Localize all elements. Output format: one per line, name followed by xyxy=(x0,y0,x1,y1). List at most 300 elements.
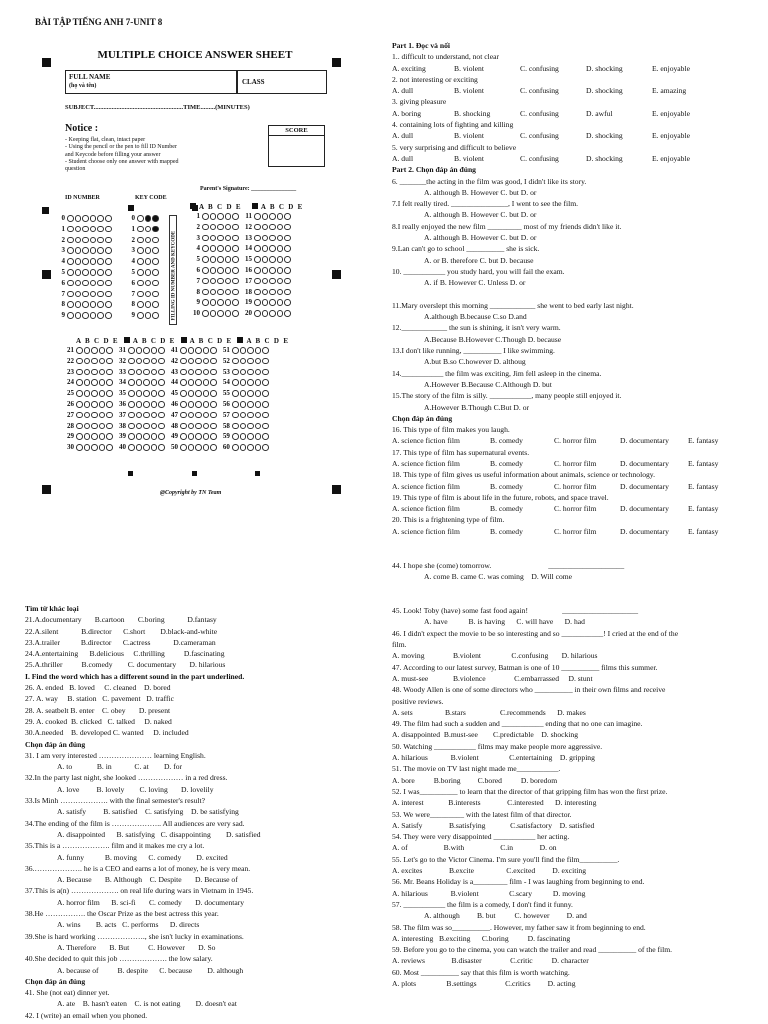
answer-bubble[interactable] xyxy=(232,379,239,386)
answer-bubble[interactable] xyxy=(195,379,202,386)
answer-bubble[interactable] xyxy=(247,401,254,408)
answer-bubble[interactable] xyxy=(180,390,187,397)
answer-bubble[interactable] xyxy=(137,215,144,222)
answer-bubble[interactable] xyxy=(203,433,210,440)
answer-bubble[interactable] xyxy=(277,310,284,317)
answer-bubble[interactable] xyxy=(262,278,269,285)
answer-bubble[interactable] xyxy=(151,358,158,365)
answer-bubble[interactable] xyxy=(225,289,232,296)
answer-bubble[interactable] xyxy=(262,224,269,231)
answer-bubble[interactable] xyxy=(91,401,98,408)
answer-bubble[interactable] xyxy=(210,267,217,274)
answer-bubble[interactable] xyxy=(262,369,269,376)
answer-bubble[interactable] xyxy=(269,213,276,220)
answer-bubble[interactable] xyxy=(143,369,150,376)
answer-bubble[interactable] xyxy=(255,369,262,376)
answer-bubble[interactable] xyxy=(82,226,89,233)
answer-bubble[interactable] xyxy=(269,224,276,231)
answer-bubble[interactable] xyxy=(202,213,209,220)
answer-bubble[interactable] xyxy=(97,291,104,298)
answer-bubble[interactable] xyxy=(67,301,74,308)
answer-bubble[interactable] xyxy=(203,444,210,451)
answer-bubble[interactable] xyxy=(188,433,195,440)
answer-bubble[interactable] xyxy=(202,289,209,296)
answer-bubble[interactable] xyxy=(210,299,217,306)
answer-bubble[interactable] xyxy=(202,299,209,306)
answer-bubble[interactable] xyxy=(152,215,159,222)
answer-bubble[interactable] xyxy=(262,401,269,408)
answer-bubble[interactable] xyxy=(152,226,159,233)
answer-bubble[interactable] xyxy=(217,245,224,252)
answer-bubble[interactable] xyxy=(145,291,152,298)
answer-bubble[interactable] xyxy=(210,213,217,220)
answer-bubble[interactable] xyxy=(210,245,217,252)
answer-bubble[interactable] xyxy=(188,412,195,419)
answer-bubble[interactable] xyxy=(76,390,83,397)
answer-bubble[interactable] xyxy=(225,245,232,252)
answer-bubble[interactable] xyxy=(254,278,261,285)
answer-bubble[interactable] xyxy=(151,379,158,386)
answer-bubble[interactable] xyxy=(152,280,159,287)
answer-bubble[interactable] xyxy=(137,258,144,265)
answer-bubble[interactable] xyxy=(232,310,239,317)
answer-bubble[interactable] xyxy=(262,379,269,386)
answer-bubble[interactable] xyxy=(254,267,261,274)
answer-bubble[interactable] xyxy=(210,235,217,242)
answer-bubble[interactable] xyxy=(225,256,232,263)
answer-bubble[interactable] xyxy=(84,412,91,419)
answer-bubble[interactable] xyxy=(128,390,135,397)
answer-bubble[interactable] xyxy=(91,358,98,365)
answer-bubble[interactable] xyxy=(254,289,261,296)
answer-bubble[interactable] xyxy=(217,235,224,242)
answer-bubble[interactable] xyxy=(67,269,74,276)
answer-bubble[interactable] xyxy=(151,369,158,376)
answer-bubble[interactable] xyxy=(180,369,187,376)
answer-bubble[interactable] xyxy=(137,301,144,308)
answer-bubble[interactable] xyxy=(247,433,254,440)
answer-bubble[interactable] xyxy=(145,237,152,244)
answer-bubble[interactable] xyxy=(232,267,239,274)
answer-bubble[interactable] xyxy=(106,369,113,376)
answer-bubble[interactable] xyxy=(225,235,232,242)
answer-bubble[interactable] xyxy=(151,423,158,430)
answer-bubble[interactable] xyxy=(82,247,89,254)
answer-bubble[interactable] xyxy=(67,312,74,319)
answer-bubble[interactable] xyxy=(195,423,202,430)
answer-bubble[interactable] xyxy=(232,213,239,220)
answer-bubble[interactable] xyxy=(217,278,224,285)
answer-bubble[interactable] xyxy=(217,267,224,274)
answer-bubble[interactable] xyxy=(232,401,239,408)
answer-bubble[interactable] xyxy=(143,401,150,408)
answer-bubble[interactable] xyxy=(254,299,261,306)
answer-bubble[interactable] xyxy=(210,379,217,386)
answer-bubble[interactable] xyxy=(232,369,239,376)
answer-bubble[interactable] xyxy=(284,245,291,252)
answer-bubble[interactable] xyxy=(84,390,91,397)
answer-bubble[interactable] xyxy=(255,423,262,430)
answer-bubble[interactable] xyxy=(255,390,262,397)
answer-bubble[interactable] xyxy=(106,347,113,354)
answer-bubble[interactable] xyxy=(84,444,91,451)
answer-bubble[interactable] xyxy=(137,237,144,244)
answer-bubble[interactable] xyxy=(137,312,144,319)
answer-bubble[interactable] xyxy=(269,289,276,296)
answer-bubble[interactable] xyxy=(247,358,254,365)
answer-bubble[interactable] xyxy=(232,245,239,252)
answer-bubble[interactable] xyxy=(254,213,261,220)
answer-bubble[interactable] xyxy=(106,433,113,440)
answer-bubble[interactable] xyxy=(105,301,112,308)
answer-bubble[interactable] xyxy=(136,347,143,354)
answer-bubble[interactable] xyxy=(247,379,254,386)
answer-bubble[interactable] xyxy=(158,369,165,376)
answer-bubble[interactable] xyxy=(91,379,98,386)
answer-bubble[interactable] xyxy=(84,423,91,430)
answer-bubble[interactable] xyxy=(90,312,97,319)
answer-bubble[interactable] xyxy=(158,412,165,419)
answer-bubble[interactable] xyxy=(91,423,98,430)
answer-bubble[interactable] xyxy=(136,433,143,440)
answer-bubble[interactable] xyxy=(232,347,239,354)
answer-bubble[interactable] xyxy=(210,347,217,354)
answer-bubble[interactable] xyxy=(90,301,97,308)
answer-bubble[interactable] xyxy=(137,247,144,254)
answer-bubble[interactable] xyxy=(262,267,269,274)
answer-bubble[interactable] xyxy=(210,289,217,296)
answer-bubble[interactable] xyxy=(75,226,82,233)
answer-bubble[interactable] xyxy=(143,412,150,419)
answer-bubble[interactable] xyxy=(225,213,232,220)
answer-bubble[interactable] xyxy=(145,280,152,287)
answer-bubble[interactable] xyxy=(151,347,158,354)
answer-bubble[interactable] xyxy=(225,310,232,317)
answer-bubble[interactable] xyxy=(143,433,150,440)
answer-bubble[interactable] xyxy=(97,237,104,244)
answer-bubble[interactable] xyxy=(158,401,165,408)
answer-bubble[interactable] xyxy=(145,247,152,254)
answer-bubble[interactable] xyxy=(203,347,210,354)
answer-bubble[interactable] xyxy=(97,312,104,319)
answer-bubble[interactable] xyxy=(151,433,158,440)
answer-bubble[interactable] xyxy=(97,280,104,287)
answer-bubble[interactable] xyxy=(269,245,276,252)
answer-bubble[interactable] xyxy=(225,278,232,285)
answer-bubble[interactable] xyxy=(97,269,104,276)
answer-bubble[interactable] xyxy=(180,444,187,451)
answer-bubble[interactable] xyxy=(90,237,97,244)
answer-bubble[interactable] xyxy=(210,256,217,263)
answer-bubble[interactable] xyxy=(75,247,82,254)
answer-bubble[interactable] xyxy=(158,433,165,440)
answer-bubble[interactable] xyxy=(254,235,261,242)
answer-bubble[interactable] xyxy=(151,444,158,451)
answer-bubble[interactable] xyxy=(67,215,74,222)
answer-bubble[interactable] xyxy=(232,235,239,242)
answer-bubble[interactable] xyxy=(262,358,269,365)
answer-bubble[interactable] xyxy=(91,433,98,440)
answer-bubble[interactable] xyxy=(269,278,276,285)
answer-bubble[interactable] xyxy=(82,237,89,244)
answer-bubble[interactable] xyxy=(152,269,159,276)
answer-bubble[interactable] xyxy=(136,423,143,430)
answer-bubble[interactable] xyxy=(284,213,291,220)
answer-bubble[interactable] xyxy=(75,237,82,244)
answer-bubble[interactable] xyxy=(202,235,209,242)
answer-bubble[interactable] xyxy=(262,423,269,430)
answer-bubble[interactable] xyxy=(75,312,82,319)
answer-bubble[interactable] xyxy=(76,433,83,440)
answer-bubble[interactable] xyxy=(240,423,247,430)
answer-bubble[interactable] xyxy=(145,215,152,222)
answer-bubble[interactable] xyxy=(232,358,239,365)
answer-bubble[interactable] xyxy=(128,444,135,451)
answer-bubble[interactable] xyxy=(255,401,262,408)
answer-bubble[interactable] xyxy=(232,278,239,285)
answer-bubble[interactable] xyxy=(97,247,104,254)
answer-bubble[interactable] xyxy=(180,401,187,408)
answer-bubble[interactable] xyxy=(137,226,144,233)
answer-bubble[interactable] xyxy=(90,291,97,298)
answer-bubble[interactable] xyxy=(232,289,239,296)
answer-bubble[interactable] xyxy=(145,258,152,265)
answer-bubble[interactable] xyxy=(128,423,135,430)
answer-bubble[interactable] xyxy=(202,310,209,317)
answer-bubble[interactable] xyxy=(76,444,83,451)
answer-bubble[interactable] xyxy=(262,433,269,440)
answer-bubble[interactable] xyxy=(277,235,284,242)
answer-bubble[interactable] xyxy=(136,390,143,397)
answer-bubble[interactable] xyxy=(90,226,97,233)
answer-bubble[interactable] xyxy=(84,433,91,440)
answer-bubble[interactable] xyxy=(128,401,135,408)
answer-bubble[interactable] xyxy=(145,269,152,276)
answer-bubble[interactable] xyxy=(225,224,232,231)
answer-bubble[interactable] xyxy=(203,390,210,397)
answer-bubble[interactable] xyxy=(106,444,113,451)
answer-bubble[interactable] xyxy=(136,444,143,451)
answer-bubble[interactable] xyxy=(143,347,150,354)
answer-bubble[interactable] xyxy=(277,299,284,306)
answer-bubble[interactable] xyxy=(99,401,106,408)
answer-bubble[interactable] xyxy=(210,358,217,365)
answer-bubble[interactable] xyxy=(137,291,144,298)
answer-bubble[interactable] xyxy=(151,401,158,408)
answer-bubble[interactable] xyxy=(90,258,97,265)
answer-bubble[interactable] xyxy=(143,390,150,397)
answer-bubble[interactable] xyxy=(247,347,254,354)
answer-bubble[interactable] xyxy=(277,224,284,231)
answer-bubble[interactable] xyxy=(106,390,113,397)
answer-bubble[interactable] xyxy=(90,247,97,254)
answer-bubble[interactable] xyxy=(76,369,83,376)
answer-bubble[interactable] xyxy=(232,390,239,397)
answer-bubble[interactable] xyxy=(84,358,91,365)
answer-bubble[interactable] xyxy=(232,224,239,231)
answer-bubble[interactable] xyxy=(254,224,261,231)
answer-bubble[interactable] xyxy=(188,379,195,386)
answer-bubble[interactable] xyxy=(210,278,217,285)
answer-bubble[interactable] xyxy=(158,390,165,397)
answer-bubble[interactable] xyxy=(99,412,106,419)
answer-bubble[interactable] xyxy=(195,433,202,440)
answer-bubble[interactable] xyxy=(67,258,74,265)
answer-bubble[interactable] xyxy=(262,412,269,419)
answer-bubble[interactable] xyxy=(284,267,291,274)
answer-bubble[interactable] xyxy=(210,369,217,376)
answer-bubble[interactable] xyxy=(284,235,291,242)
answer-bubble[interactable] xyxy=(262,299,269,306)
answer-bubble[interactable] xyxy=(105,247,112,254)
answer-bubble[interactable] xyxy=(232,299,239,306)
answer-bubble[interactable] xyxy=(82,258,89,265)
answer-bubble[interactable] xyxy=(210,310,217,317)
answer-bubble[interactable] xyxy=(91,412,98,419)
answer-bubble[interactable] xyxy=(202,245,209,252)
answer-bubble[interactable] xyxy=(188,423,195,430)
answer-bubble[interactable] xyxy=(217,289,224,296)
answer-bubble[interactable] xyxy=(67,280,74,287)
answer-bubble[interactable] xyxy=(255,358,262,365)
answer-bubble[interactable] xyxy=(284,310,291,317)
answer-bubble[interactable] xyxy=(97,258,104,265)
answer-bubble[interactable] xyxy=(152,247,159,254)
answer-bubble[interactable] xyxy=(240,444,247,451)
answer-bubble[interactable] xyxy=(188,390,195,397)
answer-bubble[interactable] xyxy=(106,358,113,365)
answer-bubble[interactable] xyxy=(143,444,150,451)
answer-bubble[interactable] xyxy=(262,245,269,252)
answer-bubble[interactable] xyxy=(203,401,210,408)
answer-bubble[interactable] xyxy=(202,224,209,231)
answer-bubble[interactable] xyxy=(188,401,195,408)
answer-bubble[interactable] xyxy=(180,433,187,440)
answer-bubble[interactable] xyxy=(240,379,247,386)
answer-bubble[interactable] xyxy=(106,423,113,430)
answer-bubble[interactable] xyxy=(136,369,143,376)
answer-bubble[interactable] xyxy=(195,347,202,354)
answer-bubble[interactable] xyxy=(195,390,202,397)
answer-bubble[interactable] xyxy=(136,412,143,419)
answer-bubble[interactable] xyxy=(152,301,159,308)
answer-bubble[interactable] xyxy=(202,256,209,263)
answer-bubble[interactable] xyxy=(82,269,89,276)
answer-bubble[interactable] xyxy=(137,269,144,276)
answer-bubble[interactable] xyxy=(105,258,112,265)
answer-bubble[interactable] xyxy=(99,369,106,376)
answer-bubble[interactable] xyxy=(188,358,195,365)
answer-bubble[interactable] xyxy=(75,301,82,308)
answer-bubble[interactable] xyxy=(217,213,224,220)
answer-bubble[interactable] xyxy=(262,289,269,296)
answer-bubble[interactable] xyxy=(105,226,112,233)
answer-bubble[interactable] xyxy=(158,347,165,354)
answer-bubble[interactable] xyxy=(145,312,152,319)
answer-bubble[interactable] xyxy=(210,390,217,397)
answer-bubble[interactable] xyxy=(188,347,195,354)
answer-bubble[interactable] xyxy=(84,347,91,354)
answer-bubble[interactable] xyxy=(202,267,209,274)
answer-bubble[interactable] xyxy=(99,444,106,451)
answer-bubble[interactable] xyxy=(128,433,135,440)
answer-bubble[interactable] xyxy=(195,401,202,408)
answer-bubble[interactable] xyxy=(262,235,269,242)
answer-bubble[interactable] xyxy=(128,412,135,419)
answer-bubble[interactable] xyxy=(195,444,202,451)
answer-bubble[interactable] xyxy=(247,369,254,376)
answer-bubble[interactable] xyxy=(76,347,83,354)
answer-bubble[interactable] xyxy=(82,312,89,319)
answer-bubble[interactable] xyxy=(203,369,210,376)
answer-bubble[interactable] xyxy=(105,237,112,244)
answer-bubble[interactable] xyxy=(128,358,135,365)
answer-bubble[interactable] xyxy=(255,433,262,440)
answer-bubble[interactable] xyxy=(269,299,276,306)
answer-bubble[interactable] xyxy=(152,312,159,319)
answer-bubble[interactable] xyxy=(75,280,82,287)
answer-bubble[interactable] xyxy=(90,215,97,222)
answer-bubble[interactable] xyxy=(67,291,74,298)
answer-bubble[interactable] xyxy=(195,412,202,419)
answer-bubble[interactable] xyxy=(180,412,187,419)
answer-bubble[interactable] xyxy=(210,224,217,231)
answer-bubble[interactable] xyxy=(75,269,82,276)
answer-bubble[interactable] xyxy=(90,269,97,276)
answer-bubble[interactable] xyxy=(269,267,276,274)
answer-bubble[interactable] xyxy=(277,256,284,263)
answer-bubble[interactable] xyxy=(254,310,261,317)
answer-bubble[interactable] xyxy=(277,278,284,285)
answer-bubble[interactable] xyxy=(217,310,224,317)
answer-bubble[interactable] xyxy=(232,444,239,451)
answer-bubble[interactable] xyxy=(240,347,247,354)
answer-bubble[interactable] xyxy=(82,280,89,287)
answer-bubble[interactable] xyxy=(67,226,74,233)
answer-bubble[interactable] xyxy=(152,237,159,244)
answer-bubble[interactable] xyxy=(158,379,165,386)
answer-bubble[interactable] xyxy=(262,444,269,451)
answer-bubble[interactable] xyxy=(75,291,82,298)
answer-bubble[interactable] xyxy=(262,310,269,317)
answer-bubble[interactable] xyxy=(128,379,135,386)
answer-bubble[interactable] xyxy=(137,280,144,287)
answer-bubble[interactable] xyxy=(240,390,247,397)
answer-bubble[interactable] xyxy=(158,444,165,451)
answer-bubble[interactable] xyxy=(254,245,261,252)
answer-bubble[interactable] xyxy=(99,433,106,440)
answer-bubble[interactable] xyxy=(84,401,91,408)
answer-bubble[interactable] xyxy=(284,289,291,296)
answer-bubble[interactable] xyxy=(143,358,150,365)
answer-bubble[interactable] xyxy=(188,369,195,376)
answer-bubble[interactable] xyxy=(217,224,224,231)
answer-bubble[interactable] xyxy=(262,213,269,220)
answer-bubble[interactable] xyxy=(145,301,152,308)
answer-bubble[interactable] xyxy=(188,444,195,451)
answer-bubble[interactable] xyxy=(255,444,262,451)
answer-bubble[interactable] xyxy=(277,213,284,220)
answer-bubble[interactable] xyxy=(284,278,291,285)
answer-bubble[interactable] xyxy=(203,412,210,419)
answer-bubble[interactable] xyxy=(277,267,284,274)
answer-bubble[interactable] xyxy=(262,347,269,354)
answer-bubble[interactable] xyxy=(202,278,209,285)
answer-bubble[interactable] xyxy=(225,299,232,306)
answer-bubble[interactable] xyxy=(90,280,97,287)
answer-bubble[interactable] xyxy=(143,379,150,386)
answer-bubble[interactable] xyxy=(247,412,254,419)
